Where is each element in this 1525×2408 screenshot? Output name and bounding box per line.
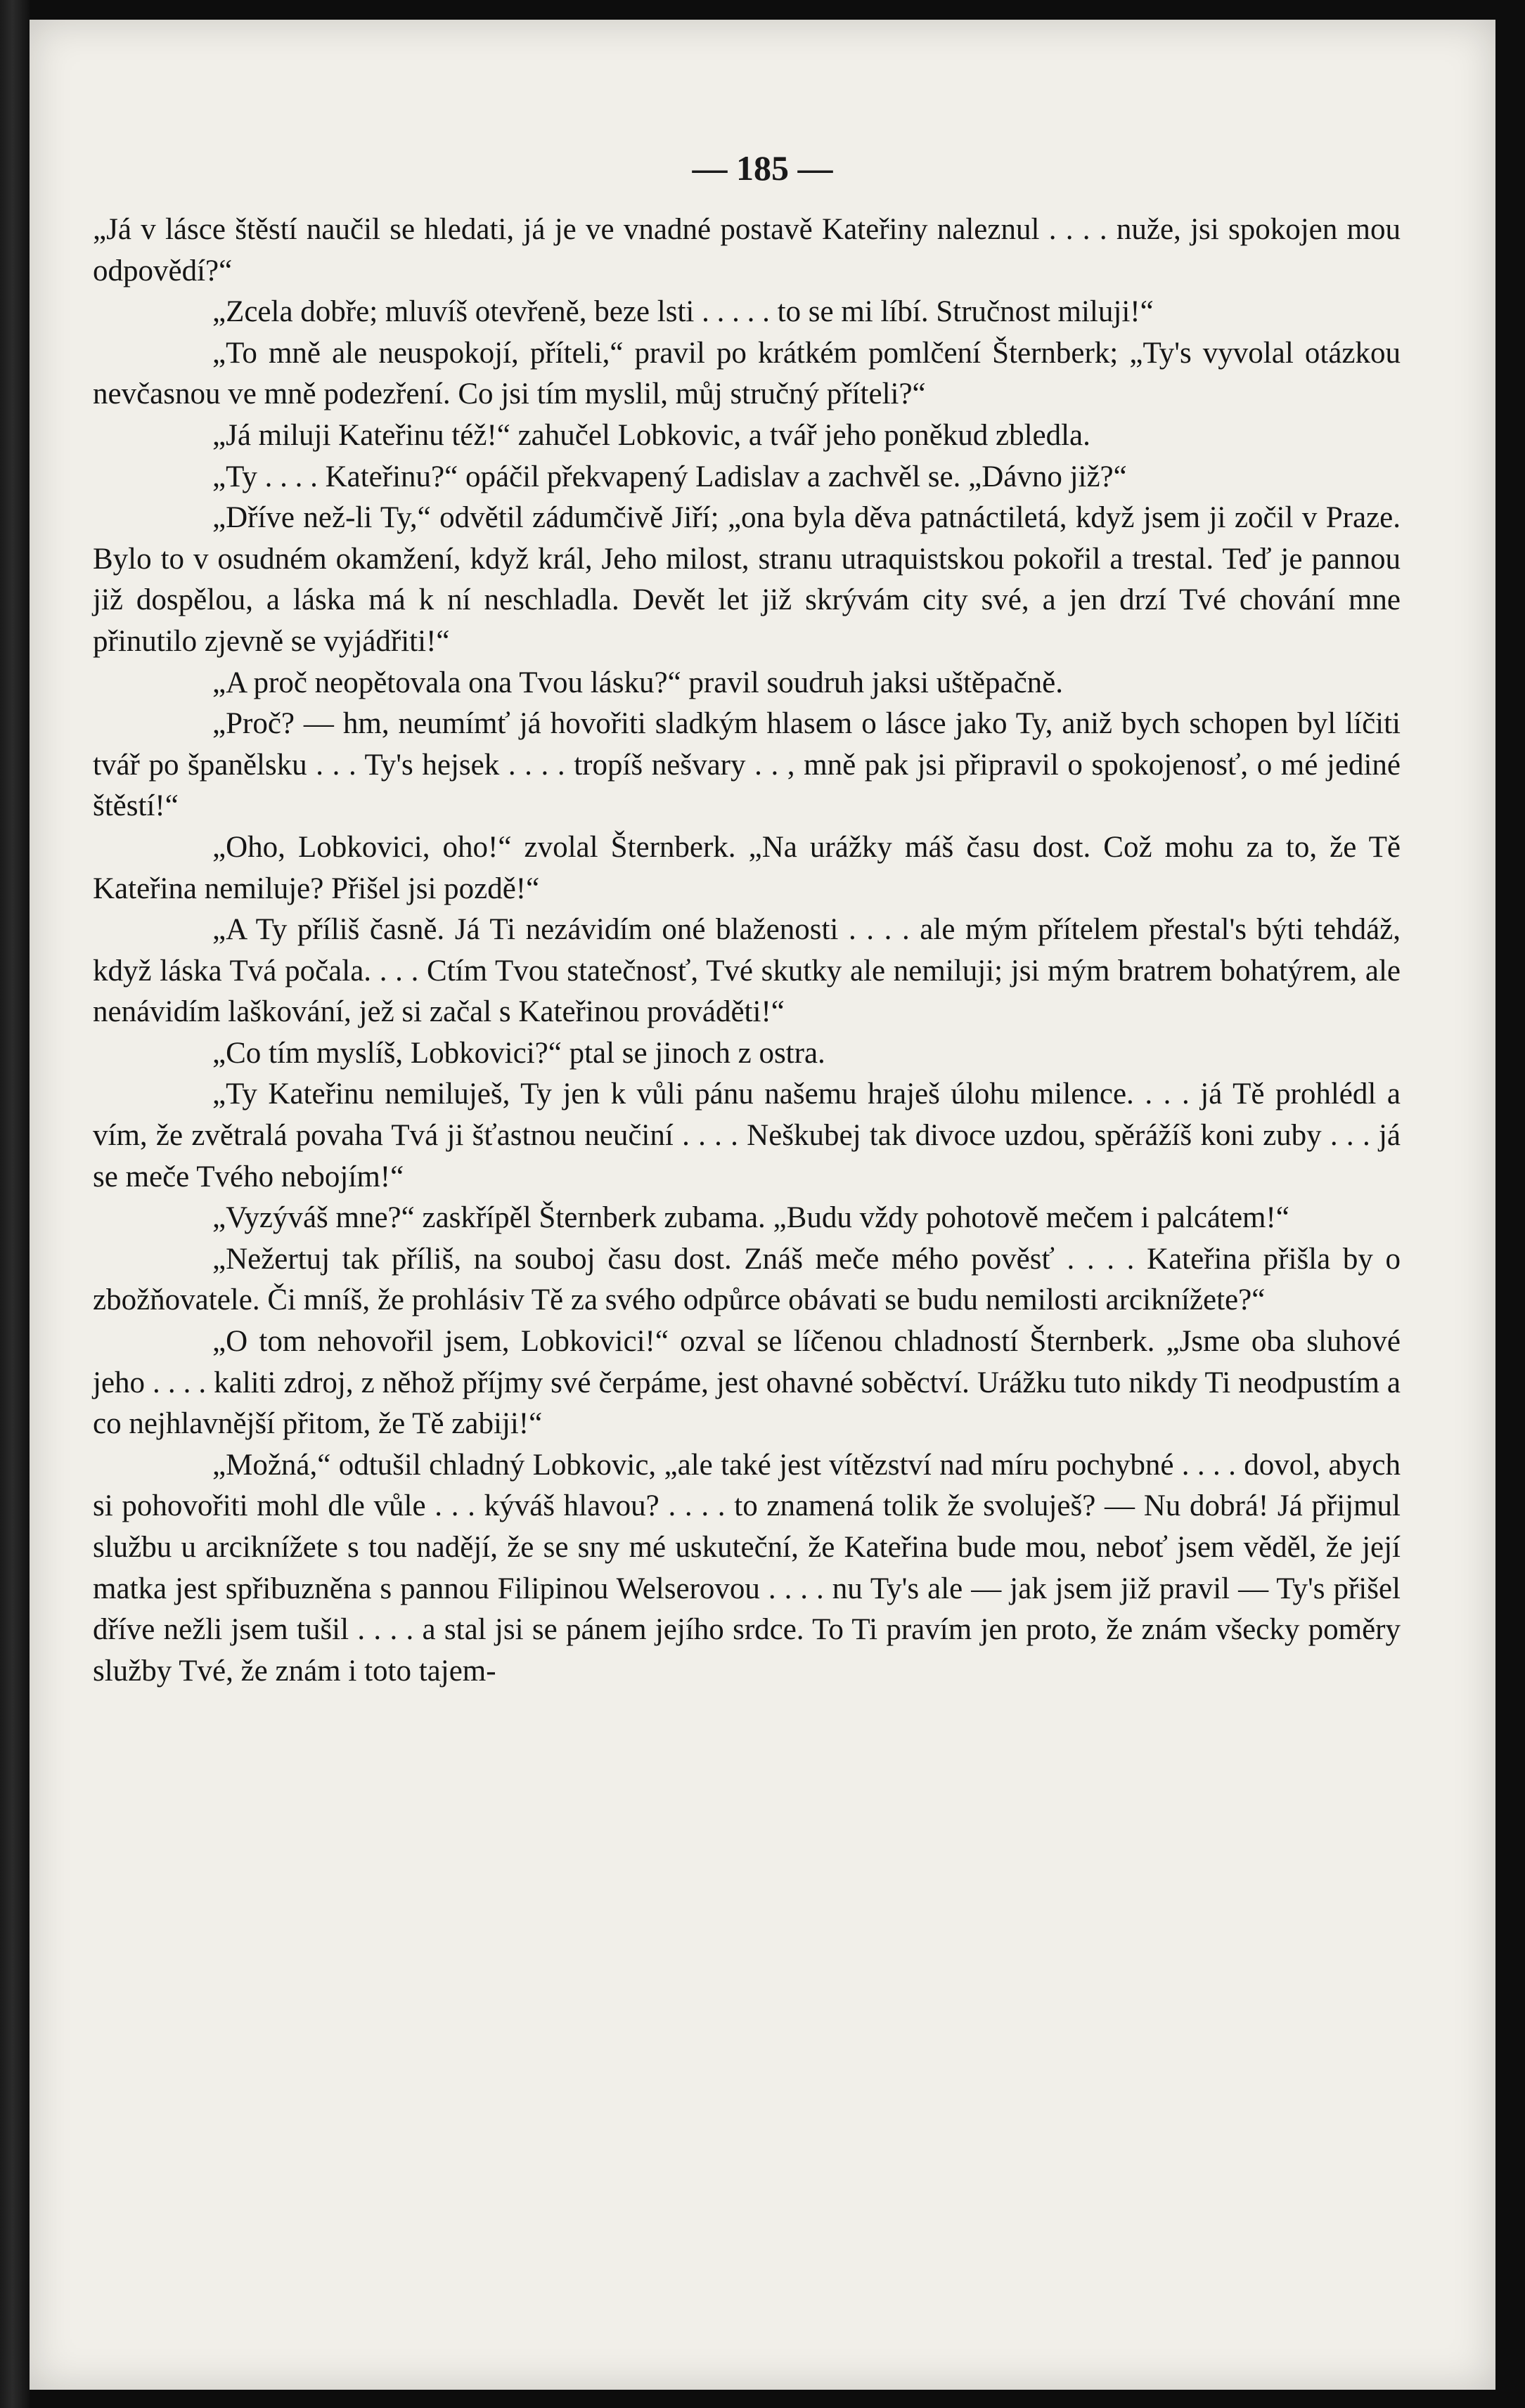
book-page [30, 20, 1495, 2390]
paragraph: „Zcela dobře; mluvíš otevřeně, beze lsti . . . . . to se mi líbí. Stručnost miluji!“ [212, 295, 1154, 329]
page-number: — 185 — [692, 148, 833, 188]
paragraph: „Nežertuj tak příliš, na souboj času dost. Znáš meče mého pověsť . . . . Kateřina přišla by o zbožňovatele. Či mníš, že prohlásiv Tě za svého odpůrce obávati se budu nemilosti arciknížete?“ [93, 1242, 1401, 1317]
paragraph: „Možná,“ odtušil chladný Lobkovic, „ale také jest vítězství nad míru pochybné . . . . dovol, abych si pohovořiti mohl dle vůle . . . kýváš hlavou? . . . . to znamená tolik že svoluješ? — Nu dobrá! Já přijmul službu u arciknížete s tou nadějí, že se sny mé uskuteční, že Kateřina bude mou, neboť jsem věděl, že její matka jest spřibuzněna s pannou Filipinou Welserovou . . . . nu Ty's ale — jak jsem již pravil — Ty's přišel dříve nežli jsem tušil . . . . a stal jsi se pánem jejího srdce. To Ti pravím jen proto, že znám všecky poměry služby Tvé, že znám i toto tajem- [93, 1448, 1401, 1688]
paragraph: „To mně ale neuspokojí, příteli,“ pravil po krátkém pomlčení Šternberk; „Ty's vyvolal otázkou nevčasnou ve mně podezření. Co jsi tím myslil, můj stručný příteli?“ [93, 336, 1401, 411]
paragraph: „Oho, Lobkovici, oho!“ zvolal Šternberk. „Na urážky máš času dost. Což mohu za to, že Tě Kateřina nemiluje? Přišel jsi pozdě!“ [93, 830, 1401, 905]
paragraph: „Ty Kateřinu nemiluješ, Ty jen k vůli pánu našemu hraješ úlohu milence. . . . já Tě prohlédl a vím, že zvětralá povaha Tvá ji šťastnou neučiní . . . . Neškubej tak divoce uzdou, spěrážíš koni zuby . . . já se meče Tvého nebojím!“ [93, 1077, 1401, 1193]
body-text [93, 209, 1401, 1692]
book-spine-edge [0, 0, 30, 2408]
paragraph: „Dříve než-li Ty,“ odvětil zádumčivě Jiří; „ona byla děva patnáctiletá, když jsem ji zočil v Praze. Bylo to v osudném okamžení, když král, Jeho milost, stranu utraquistskou pokořil a trestal. Teď je pannou již dospělou, a láska má k ní neschladla. Devět let již skrývám city své, a jen drzí Tvé chování mne přinutilo zjevně se vyjádřiti!“ [93, 501, 1401, 658]
paragraph: „Proč? — hm, neumímť já hovořiti sladkým hlasem o lásce jako Ty, aniž bych schopen byl líčiti tvář po španělsku . . . Ty's hejsek . . . . tropíš nešvary . . , mně pak jsi připravil o spokojenosť, o mé jediné štěstí!“ [93, 707, 1401, 823]
paragraph: „Vyzýváš mne?“ zaskřípěl Šternberk zubama. „Budu vždy pohotově mečem i palcátem!“ [212, 1201, 1289, 1235]
paragraph: „Co tím myslíš, Lobkovici?“ ptal se jinoch z ostra. [212, 1036, 825, 1070]
paragraph: „Ty . . . . Kateřinu?“ opáčil překvapený Ladislav a zachvěl se. „Dávno již?“ [212, 460, 1127, 493]
paragraph: „Já miluji Kateřinu též!“ zahučel Lobkovic, a tvář jeho poněkud zbledla. [212, 418, 1090, 452]
paragraph: „A proč neopětovala ona Tvou lásku?“ pravil soudruh jaksi uštěpačně. [212, 666, 1064, 699]
paragraph: „O tom nehovořil jsem, Lobkovici!“ ozval se líčenou chladností Šternberk. „Jsme oba sluhové jeho . . . . kaliti zdroj, z něhož příjmy své čerpáme, jest ohavné soběctví. Urážku tuto nikdy Ti neodpustím a co nejhlavnější přitom, že Tě zabiji!“ [93, 1325, 1401, 1441]
paragraph: „Já v lásce štěstí naučil se hledati, já je ve vnadné postavě Kateřiny naleznul . . . . nuže, jsi spokojen mou odpovědí?“ [93, 213, 1401, 287]
paragraph: „A Ty příliš časně. Já Ti nezávidím oné blaženosti . . . . ale mým přítelem přestal's býti tehdáž, když láska Tvá počala. . . . Ctím Tvou statečnosť, Tvé skutky ale nemiluji; jsi mým bratrem bohatýrem, ale nenávidím laškování, jež si začal s Kateřinou prováděti!“ [93, 913, 1401, 1029]
